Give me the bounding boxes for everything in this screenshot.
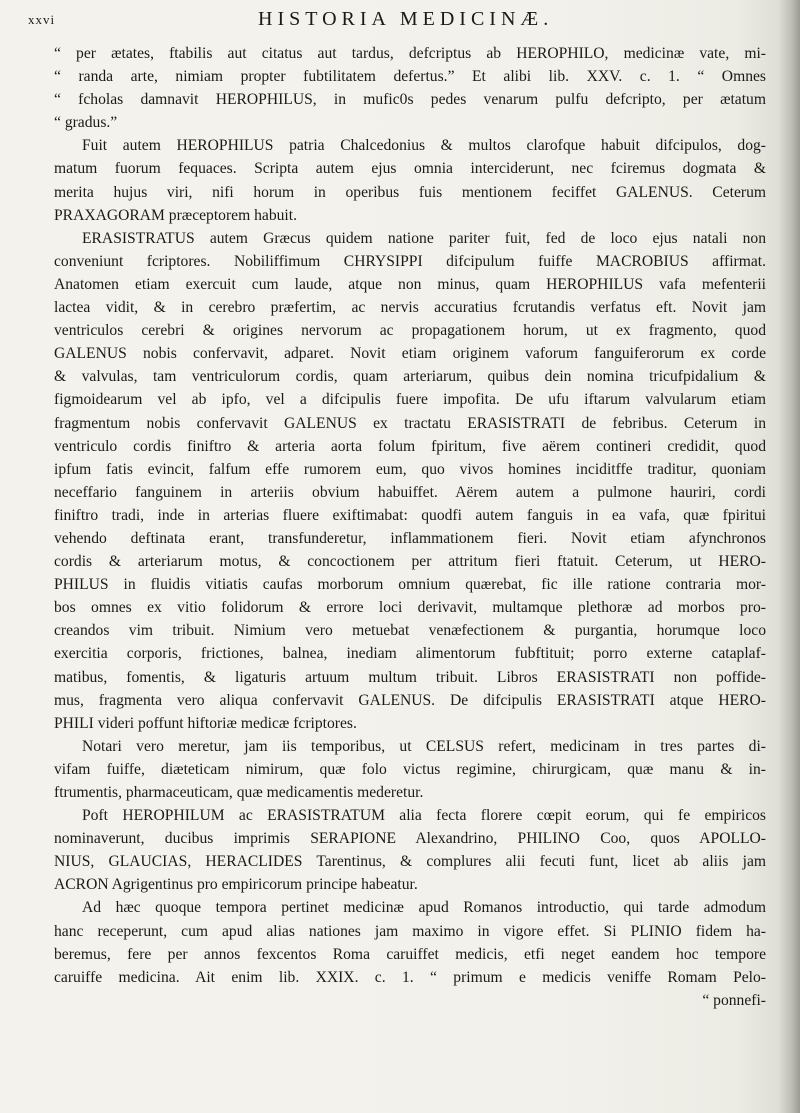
text-line: & valvulas, tam ventriculorum cordis, quam arteriarum, quibus dein nomina tricufpidalium & (54, 368, 766, 386)
text-line: ERASISTRATUS autem Græcus quidem natione pariter fuit, fed de loco ejus natali non (82, 229, 766, 247)
text-line: mus, fragmenta vero aliqua confervavit GALENUS. De difcipulis ERASISTRATI atque HERO- (54, 691, 766, 709)
text-line: ventriculo cordis finiftro & arteria aorta folum fpiritum, five aërem contineri credidit, quod (54, 437, 766, 455)
text-line: “ per ætates, ftabilis aut citatus aut tardus, defcriptus ab HEROPHILO, medicinæ vate, mi- (54, 45, 766, 62)
text-line: Notari vero meretur, jam iis temporibus, ut CELSUS refert, medicinam in tres partes di- (82, 737, 766, 755)
text-line: “ fcholas damnavit HEROPHILUS, in mufic0s pedes venarum pulfu defcripto, per ætatum (54, 91, 766, 109)
page-folio: xxvi (28, 12, 56, 27)
text-line: neceffario fanguinem in arteriis obvium habuiffet. Aërem autem a pulmone hauriri, cordi (54, 483, 766, 501)
text-line: lactea vidit, & in cerebro præfertim, ac nervis accuratius fcrutandis verfatus eft. Novit jam (54, 299, 766, 317)
text-line: PRAXAGORAM præceptorem habuit. (54, 206, 297, 224)
text-line: bos omnes ex vitio folidorum & errore loci derivavit, multamque plethoræ ad morbos pro- (54, 599, 766, 617)
text-line: matibus, fomentis, & ligaturis artuum multum tribuit. Libros ERASISTRATI non poffide- (54, 668, 766, 686)
text-line: matum fuorum fequaces. Scripta autem ejus omnia interciderunt, nec fciremus dogmata & (54, 160, 766, 178)
text-line: Fuit autem HEROPHILUS patria Chalcedonius & multos clarofque habuit difcipulos, dog- (82, 137, 766, 155)
text-line: Anatomen etiam exercuit cum laude, atque non minus, quam HEROPHILUS vafa mefenterii (54, 275, 766, 293)
text-line: conveniunt fcriptores. Nobiliffimum CHRYSIPPI difcipulum fuiffe MACROBIUS affirmat. (54, 252, 766, 270)
page-edge-shadow (778, 0, 800, 1113)
text-line: ftrumentis, pharmaceuticam, quæ medicamentis mederetur. (54, 784, 424, 801)
text-line: caruiffe medicina. Ait enim lib. XXIX. c. 1. “ primum e medicis veniffe Romam Pelo- (54, 968, 766, 986)
text-line: nominaverunt, ducibus imprimis SERAPIONE Alexandrino, PHILINO Coo, quos APOLLO- (54, 830, 766, 848)
text-line: hanc receperunt, cum apud alias nationes jam maximo in vigore effet. Si PLINIO fidem ha- (54, 922, 766, 940)
text-line: cordis & arteriarum motus, & concoctionem per attritum fieri ftatuit. Ceterum, ut HERO- (54, 553, 766, 571)
text-line: merita hujus viri, nifi horum in operibus fuis mentionem feciffet GALENUS. Ceterum (54, 183, 766, 201)
text-line: “ gradus.” (54, 114, 118, 132)
text-line: GALENUS nobis confervavit, adparet. Novit etiam originem vaforum fanguiferorum ex corde (54, 345, 766, 363)
text-line: PHILI videri poffunt hiftoriæ medicæ fcriptores. (54, 714, 357, 732)
text-line: Ad hæc quoque tempora pertinet medicinæ apud Romanos introductio, qui tarde admodum (82, 899, 766, 917)
text-line: “ randa arte, nimiam propter fubtilitatem defertus.” Et alibi lib. XXV. c. 1. “ Omnes (54, 68, 766, 86)
page-header (28, 8, 760, 32)
text-line: NIUS, GLAUCIAS, HERACLIDES Tarentinus, & complures alii fecuti funt, licet ab aliis jam (54, 853, 766, 871)
text-line: beremus, fere per annos fexcentos Roma caruiffet medicis, etfi neget eandem hoc tempore (54, 945, 766, 963)
text-line: ventriculos cerebri & origines nervorum ac propagationem horum, ut ex fragmento, quod (54, 322, 766, 340)
text-line: creandos vim tribuit. Nimium vero metuebat venæfectionem & purgantia, horumque loco (54, 622, 766, 640)
body-text (54, 42, 766, 1012)
text-line: finiftro tradi, inde in arterias fluere exiftimabat: quodfi autem fanguis in ea vafa, quæ fpiritui (54, 506, 766, 524)
text-line: Poft HEROPHILUM ac ERASISTRATUM alia fecta florere cœpit eorum, qui fe empiricos (82, 807, 766, 825)
text-line: ipfum fatis evincit, falfum effe rumorem eum, quo vivos homines inciditffe traditur, quoniam (54, 460, 766, 478)
text-line: fragmentum nobis confervavit GALENUS ex tractatu ERASISTRATI de febribus. Ceterum in (54, 414, 766, 432)
text-line: “ ponnefi- (702, 991, 766, 1009)
running-title: HISTORIA MEDICINÆ. (258, 8, 554, 30)
text-line: exercitia corporis, frictiones, balnea, inediam alimentorum fubftituit; porro externe cataplaf- (54, 645, 766, 663)
text-line: ACRON Agrigentinus pro empiricorum principe habeatur. (54, 876, 418, 894)
text-line: PHILUS in fluidis vitiatis caufas morborum omnium quærebat, fic ille ratione contraria mor- (54, 576, 766, 594)
text-line: vehendo deftinata erant, transfunderetur, inflammationem fieri. Novit etiam afynchronos (54, 529, 766, 547)
text-line: figmoidearum vel ab ipfo, vel a difcipulis fuere impofita. De ufu iftarum valvularum etiam (54, 391, 766, 409)
text-line: vifam fuiffe, diæteticam nimirum, quæ folo victus regimine, chirurgicam, quæ manu & in- (54, 760, 766, 778)
